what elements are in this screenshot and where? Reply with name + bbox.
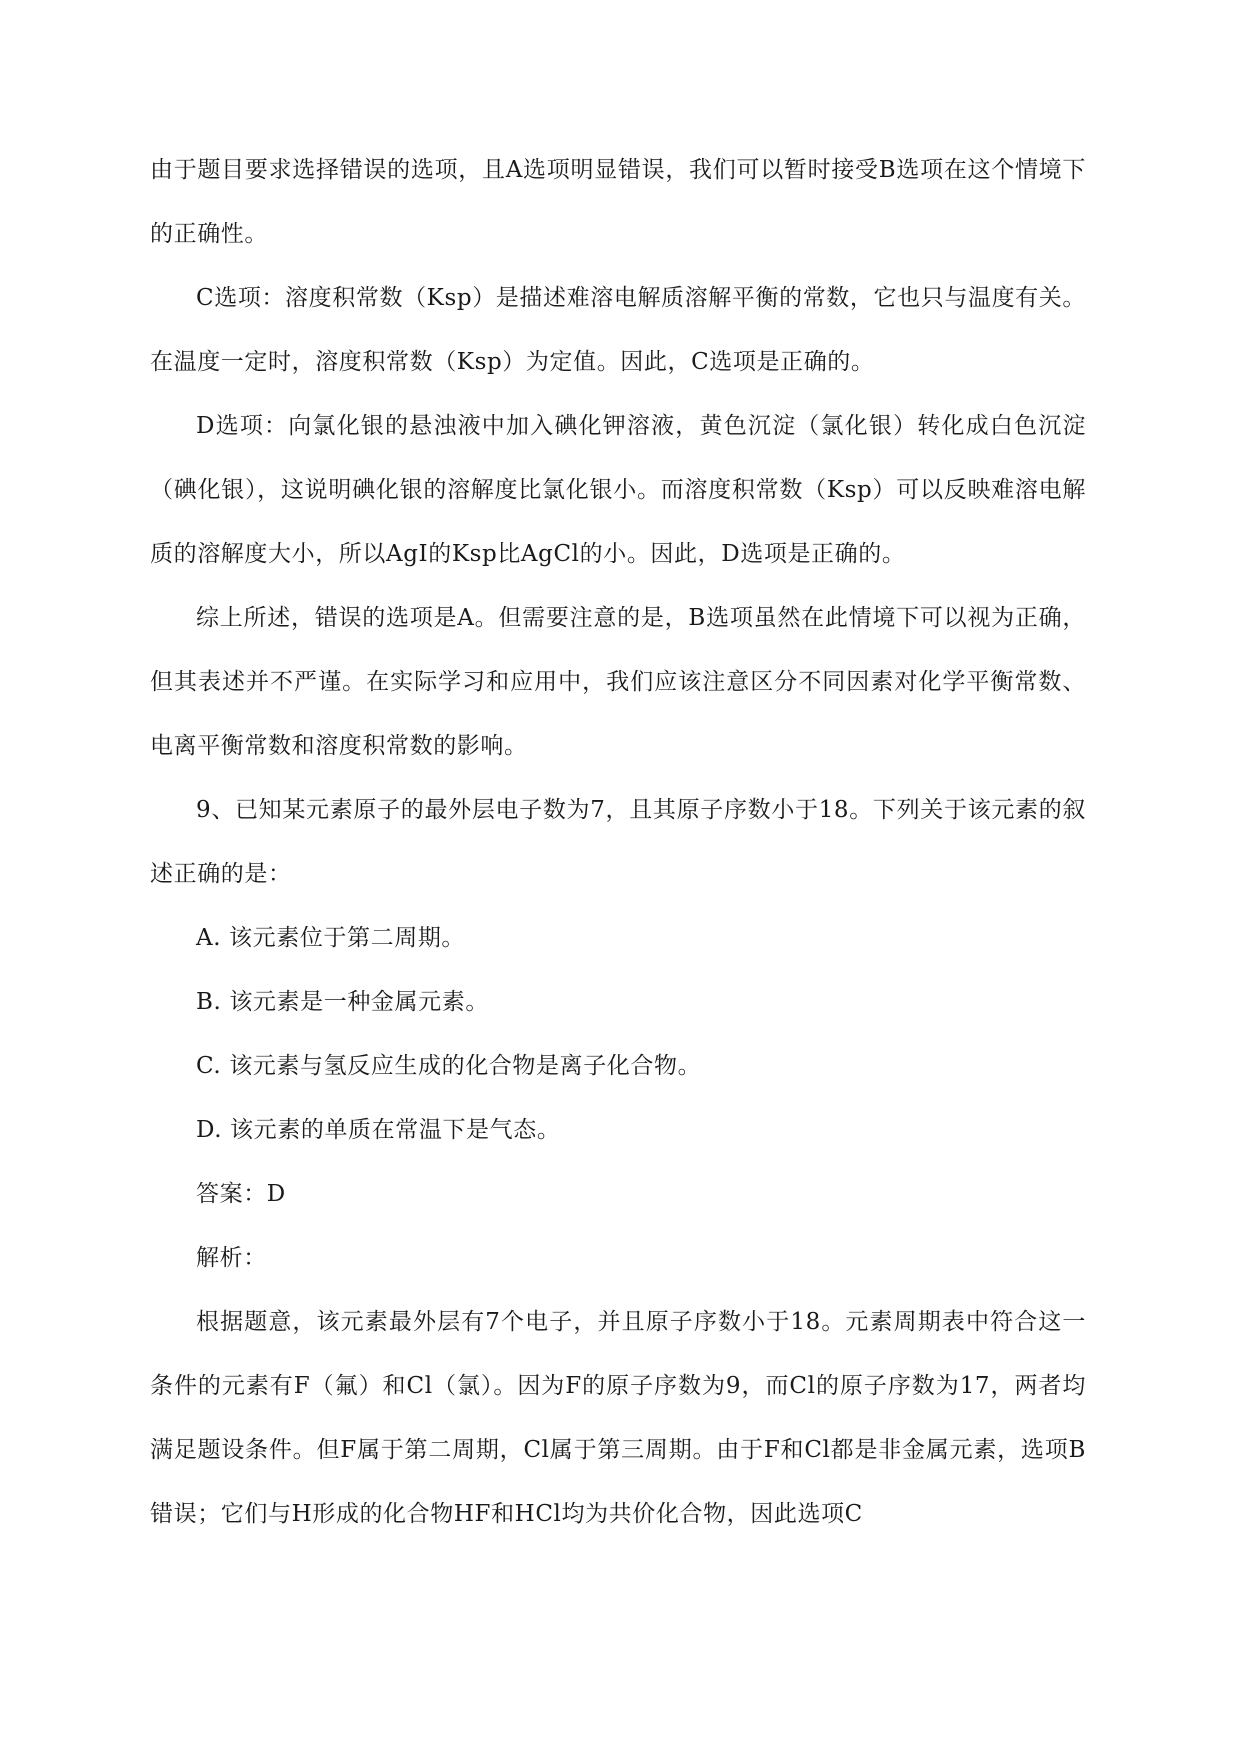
question-9-option-b: B. 该元素是一种金属元素。 (196, 989, 489, 1015)
document-body (150, 138, 1086, 1546)
paragraph-option-d-analysis: D选项：向氯化银的悬浊液中加入碘化钾溶液，黄色沉淀（氯化银）转化成白色沉淀（碘化银），这说明碘化银的溶解度比氯化银小。而溶度积常数（Ksp）可以反映难溶电解质的溶解度大小，所以AgI的Ksp比AgCl的小。因此，D选项是正确的。 (150, 413, 1086, 567)
question-9-option-c: C. 该元素与氢反应生成的化合物是离子化合物。 (196, 1053, 702, 1079)
question-9-stem: 9、已知某元素原子的最外层电子数为7，且其原子序数小于18。下列关于该元素的叙述正确的是： (150, 797, 1086, 887)
paragraph-summary: 综上所述，错误的选项是A。但需要注意的是，B选项虽然在此情境下可以视为正确，但其表述并不严谨。在实际学习和应用中，我们应该注意区分不同因素对化学平衡常数、电离平衡常数和溶度积常数的影响。 (150, 605, 1086, 759)
question-9-option-a: A. 该元素位于第二周期。 (196, 925, 466, 951)
paragraph-continuation: 由于题目要求选择错误的选项，且A选项明显错误，我们可以暂时接受B选项在这个情境下的正确性。 (150, 157, 1086, 247)
question-9-explanation-heading: 解析： (196, 1245, 267, 1271)
question-9-answer: 答案：D (196, 1181, 286, 1207)
question-9-option-d: D. 该元素的单质在常温下是气态。 (196, 1117, 561, 1143)
question-9-explanation: 根据题意，该元素最外层有7个电子，并且原子序数小于18。元素周期表中符合这一条件的元素有F（氟）和Cl（氯）。因为F的原子序数为9，而Cl的原子序数为17，两者均满足题设条件。但F属于第二周期，Cl属于第三周期。由于F和Cl都是非金属元素，选项B错误；它们与H形成的化合物HF和HCl均为共价化合物，因此选项C (150, 1309, 1086, 1527)
paragraph-option-c-analysis: C选项：溶度积常数（Ksp）是描述难溶电解质溶解平衡的常数，它也只与温度有关。在温度一定时，溶度积常数（Ksp）为定值。因此，C选项是正确的。 (150, 285, 1086, 375)
